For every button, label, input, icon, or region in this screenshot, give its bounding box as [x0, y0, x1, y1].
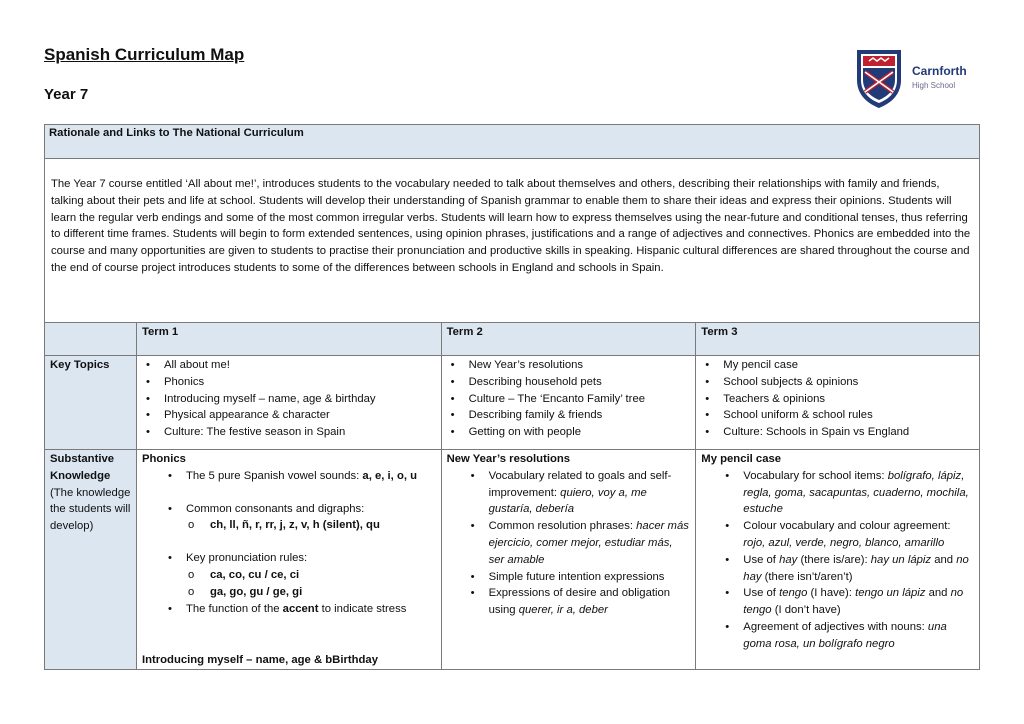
list-item: • New Year’s resolutions: [447, 357, 691, 374]
crest-icon: [853, 46, 905, 110]
sub-list-item: o ca, co, cu / ce, ci: [186, 567, 436, 584]
section-title: Introducing myself – name, age & bBirthday: [141, 654, 378, 667]
substantive-sublabel: (The knowledge the students will develop): [50, 486, 131, 533]
list-item: • Culture: The festive season in Spain: [142, 424, 436, 441]
year-heading: Year 7: [44, 86, 89, 103]
list-item: • Culture: Schools in Spain vs England: [701, 424, 974, 441]
terms-table: [44, 322, 980, 670]
section-title: My pencil case: [701, 453, 782, 465]
list-item: • Describing household pets: [447, 374, 691, 391]
section-title: Phonics: [141, 453, 186, 465]
list-item: • Use of tengo (I have): tengo un lápiz and no tengo (I don’t have): [699, 585, 974, 619]
sub-list-item: o ga, go, gu / ge, gi: [186, 584, 436, 601]
list-item: • The 5 pure Spanish vowel sounds: a, e, i, o, u: [142, 468, 436, 485]
substantive-label: Substantive Knowledge: [50, 453, 115, 482]
term-header-row: [45, 323, 980, 356]
list-item: • Simple future intention expressions: [445, 569, 691, 586]
list-item: • Common consonants and digraphs:: [142, 501, 436, 518]
list-item: • Teachers & opinions: [701, 391, 974, 408]
list-item: • Culture – The ‘Encanto Family’ tree: [447, 391, 691, 408]
list-item: • All about me!: [142, 357, 436, 374]
list-item: • Physical appearance & character: [142, 407, 436, 424]
list-item: • Introducing myself – name, age & birthday: [142, 391, 436, 408]
list-item: • Use of hay (there is/are): hay un lápiz and no hay (there isn’t/aren’t): [699, 552, 974, 586]
substantive-knowledge-row: [45, 450, 980, 670]
term-1-header: Term 1: [136, 323, 441, 356]
term-2-substantive: [441, 450, 696, 670]
school-logo: [853, 46, 983, 110]
sub-list-item: o ch, ll, ñ, r, rr, j, z, v, h (silent), qu: [186, 517, 436, 534]
rationale-text: The Year 7 course entitled ‘All about me!’, introduces students to the vocabulary needed to talk about themselves and others, describing their relationships with family and friends, talking about their pets and life at school. Students will develop their understanding of Spanish grammar to enable them to share their ideas and express their opinions. Students will learn the regular verb endings and some of the most common irregular verbs. Students will learn how to express themselves using the near-future and conditional tenses, thus referring to different time frames. Students will begin to form extended sentences, using opinion phrases, justifications and a range of adjectives and connectives. Phonics are embedded into the course and many opportunities are given to students to practise their pronunciation and productive skills in speaking. Hispanic cultural differences are shared throughout the course and the end of course project introduces students to some of the differences between schools in England and schools in Spain.: [45, 159, 980, 323]
page-title: Spanish Curriculum Map: [44, 45, 245, 64]
list-item: • School subjects & opinions: [701, 374, 974, 391]
school-subtitle: High School: [912, 81, 956, 90]
list-item: • Key pronunciation rules:: [142, 550, 436, 567]
list-item: • My pencil case: [701, 357, 974, 374]
list-item: • Phonics: [142, 374, 436, 391]
corner-cell: [45, 323, 137, 356]
section-title: New Year’s resolutions: [446, 453, 571, 465]
key-topics-row: [45, 356, 980, 450]
term-2-header: Term 2: [441, 323, 696, 356]
term-3-header: Term 3: [696, 323, 980, 356]
list-item: • Colour vocabulary and colour agreement: rojo, azul, verde, negro, blanco, amarillo: [699, 518, 974, 552]
term-3-key-topics: [696, 356, 980, 450]
list-item: • Getting on with people: [447, 424, 691, 441]
list-item: • Describing family & friends: [447, 407, 691, 424]
substantive-label-cell: [45, 450, 137, 670]
list-item: • Expressions of desire and obligation using querer, ir a, deber: [445, 585, 691, 619]
rationale-heading: Rationale and Links to The National Curriculum: [45, 125, 980, 159]
list-item: • Vocabulary for school items: bolígrafo, lápiz, regla, goma, sacapuntas, cuaderno, mochila, estuche: [699, 468, 974, 518]
list-item: • School uniform & school rules: [701, 407, 974, 424]
rationale-table: [44, 124, 980, 323]
list-item: • Agreement of adjectives with nouns: una goma rosa, un bolígrafo negro: [699, 619, 974, 653]
list-item: • Common resolution phrases: hacer más ejercicio, comer mejor, estudiar más, ser amable: [445, 518, 691, 568]
term-1-key-topics: [136, 356, 441, 450]
key-topics-label: Key Topics: [45, 356, 137, 450]
school-name: Carnforth: [912, 64, 967, 78]
term-1-substantive: [136, 450, 441, 670]
list-item: • Vocabulary related to goals and self-improvement: quiero, voy a, me gustaría, debería: [445, 468, 691, 518]
term-2-key-topics: [441, 356, 696, 450]
term-3-substantive: [696, 450, 980, 670]
list-item: • The function of the accent to indicate stress: [142, 601, 436, 618]
